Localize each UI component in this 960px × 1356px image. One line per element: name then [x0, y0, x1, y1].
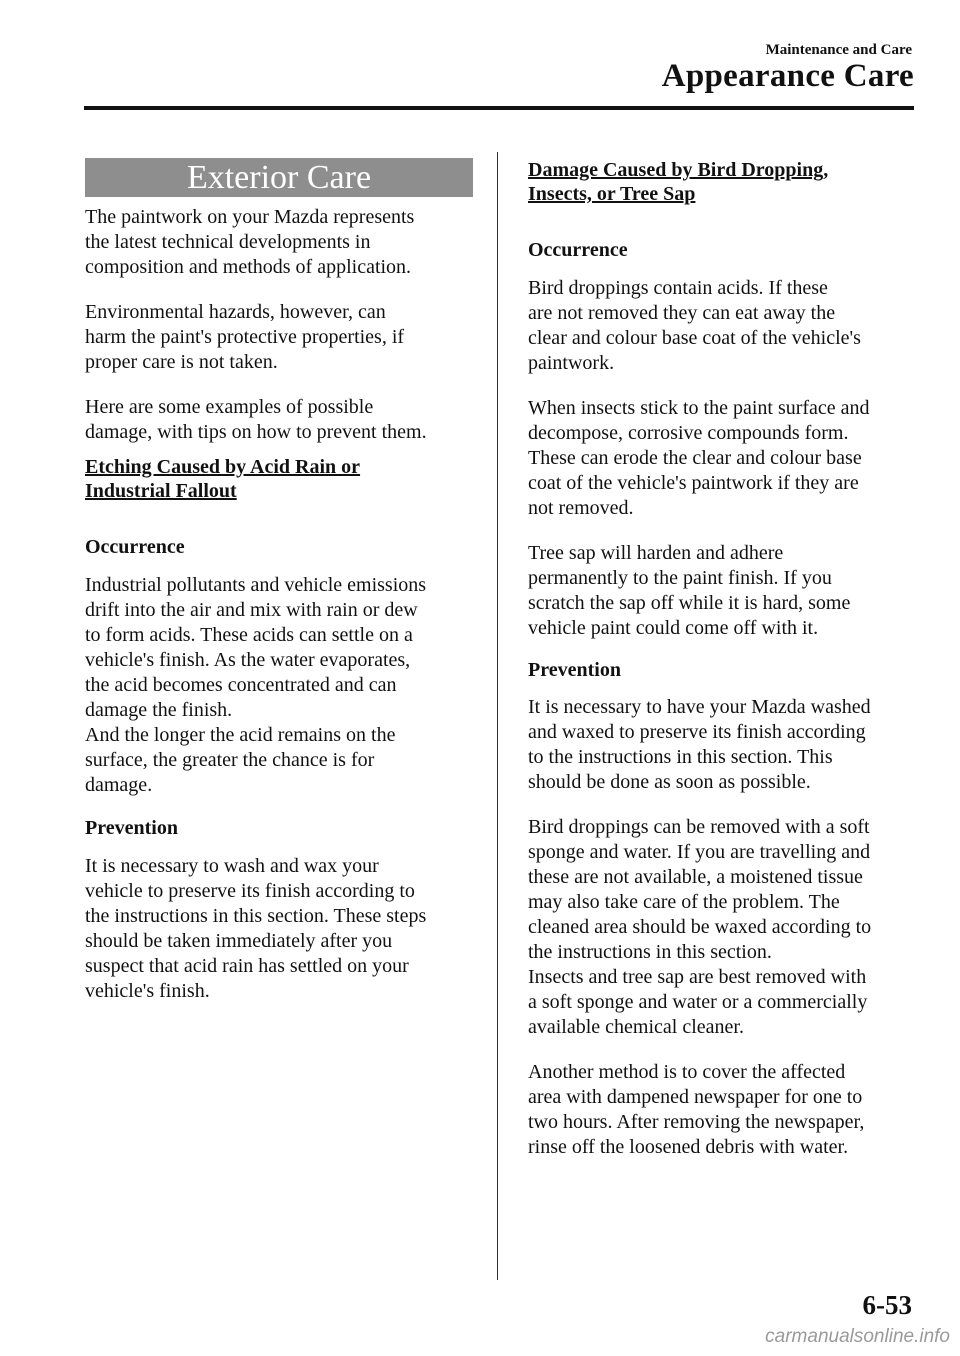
section-banner: Exterior Care — [85, 158, 473, 197]
prevention-paragraph: Another method is to cover the affected area with dampened newspaper for one to two hours. After removing the newspaper, rinse off the loosened debris with water. — [528, 1061, 865, 1158]
left-column — [85, 158, 473, 1024]
prevention-heading: Prevention — [85, 817, 178, 839]
header-rule — [84, 106, 914, 110]
column-divider — [497, 152, 498, 1280]
section-label: Maintenance and Care — [765, 42, 912, 58]
prevention-paragraph: It is necessary to have your Mazda washed and waxed to preserve its finish according to the instructions in this section. This should be done as soon as possible. — [528, 696, 871, 793]
watermark: carmanualsonline.info — [765, 1326, 950, 1347]
occurrence-paragraph: Industrial pollutants and vehicle emissions drift into the air and mix with rain or dew to form acids. These acids can settle on a vehicle's finish. As the water evaporates, the acid becomes concentrated and can damage the finish. And the longer the acid remains on the surface, the greater the chance is for damage. — [85, 574, 427, 796]
occurrence-heading: Occurrence — [85, 536, 185, 558]
page-title: Appearance Care — [661, 58, 914, 94]
intro-paragraph: Environmental hazards, however, can harm the paint's protective properties, if proper care is not taken. — [85, 301, 405, 373]
right-column — [528, 158, 923, 1180]
prevention-heading: Prevention — [528, 659, 621, 681]
bird-dropping-heading: Damage Caused by Bird Dropping, Insects, or Tree Sap — [528, 159, 829, 205]
intro-paragraph: The paintwork on your Mazda represents the latest technical developments in composition and methods of application. — [85, 206, 415, 278]
occurrence-paragraph: When insects stick to the paint surface and decompose, corrosive compounds form. These can erode the clear and colour base coat of the vehicle's paintwork if they are not removed. — [528, 397, 870, 519]
prevention-paragraph: It is necessary to wash and wax your vehicle to preserve its finish according to the instructions in this section. These steps should be taken immediately after you suspect that acid rain has settled on your vehicle's finish. — [85, 855, 427, 1002]
occurrence-heading: Occurrence — [528, 239, 628, 261]
occurrence-paragraph: Bird droppings contain acids. If these are not removed they can eat away the clear and colour base coat of the vehicle's paintwork. — [528, 277, 861, 374]
page-number: 6-53 — [862, 1290, 912, 1320]
intro-paragraph: Here are some examples of possible damage, with tips on how to prevent them. — [85, 396, 427, 443]
prevention-paragraph: Bird droppings can be removed with a soft sponge and water. If you are travelling and these are not available, a moistened tissue may also take care of the problem. The cleaned area should be waxed according to the instructions in this section. Insects and tree sap are best removed with a soft sponge and water or a commercially available chemical cleaner. — [528, 816, 872, 1038]
acid-rain-heading: Etching Caused by Acid Rain or Industrial Fallout — [85, 456, 361, 502]
occurrence-paragraph: Tree sap will harden and adhere permanently to the paint finish. If you scratch the sap off while it is hard, some vehicle paint could come off with it. — [528, 542, 851, 639]
